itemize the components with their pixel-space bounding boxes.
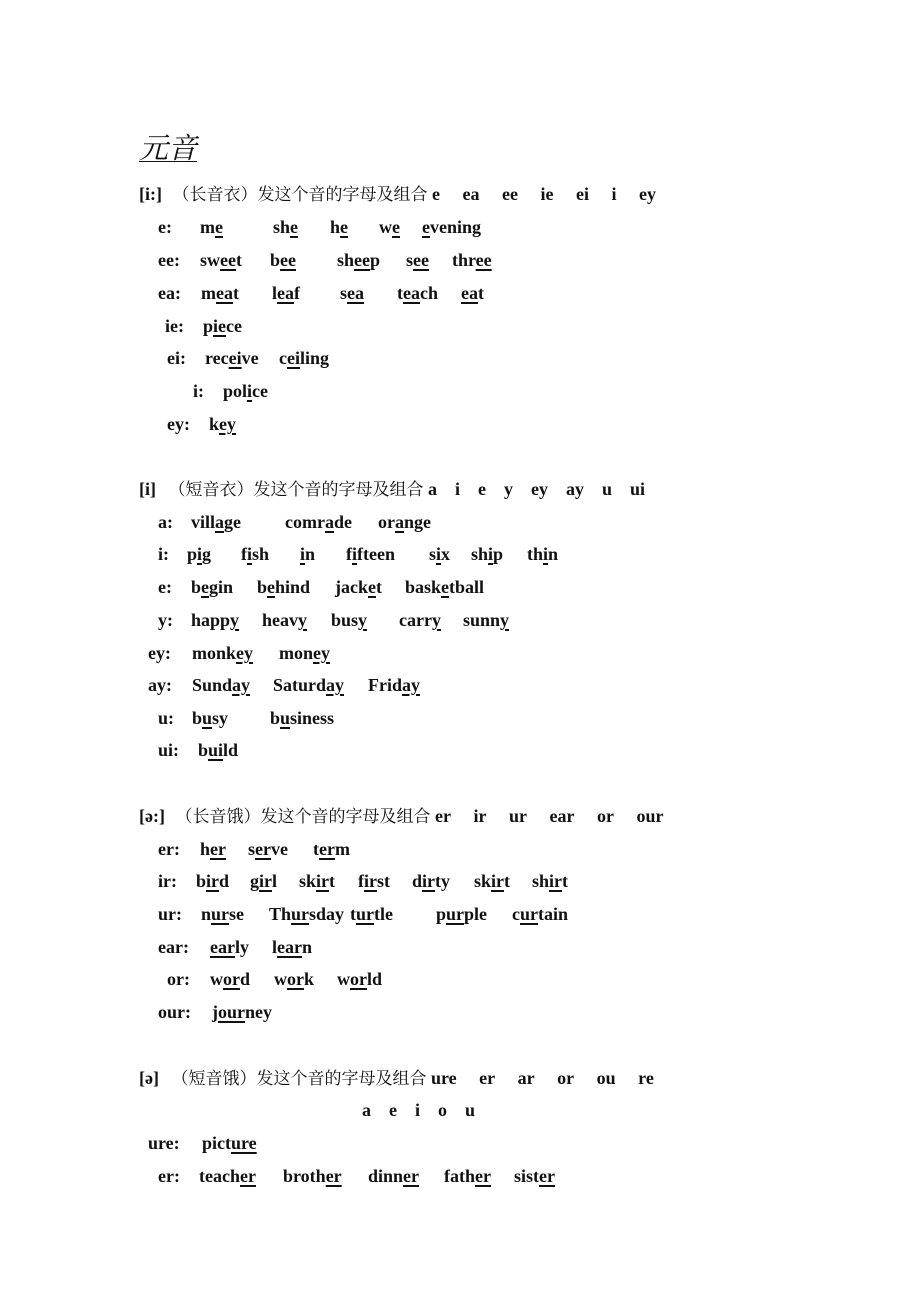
highlighted-letters: ir [422,871,436,891]
example-word: sweet [200,250,242,270]
letter-key: or: [167,969,190,989]
letter-key: ie: [165,316,184,336]
highlighted-letters: y [230,610,240,630]
example-word: Thursday [269,904,345,924]
example-word: me [200,217,223,237]
highlighted-letters: ea [403,283,420,303]
highlighted-letters: ir [549,871,563,891]
example-word: police [223,381,269,401]
example-word: in [300,544,316,564]
example-word: turtle [350,904,393,924]
example-word: he [330,217,349,237]
example-word: fifteen [346,544,395,564]
letter-key: ir: [158,871,177,891]
letter-key: er: [158,1166,180,1186]
example-word: sister [514,1166,555,1186]
highlighted-letters: a [395,512,404,532]
example-word: skirt [299,871,336,891]
highlighted-letters: i [352,544,358,564]
example-word: father [444,1166,491,1186]
highlighted-letters: e [340,217,349,237]
example-word: build [198,740,239,760]
example-word: monkey [192,643,254,663]
section-header-er-long [139,805,663,828]
example-word: money [279,643,331,663]
highlighted-letters: ey [313,643,331,663]
highlighted-letters: ie [213,316,227,336]
example-word: orange [378,512,431,532]
example-word: work [274,969,315,989]
letter-key: ur: [158,904,182,924]
example-word: see [406,250,429,270]
highlighted-letters: ir [316,871,330,891]
highlighted-letters: a [215,512,225,532]
highlighted-letters: ir [259,871,272,891]
highlighted-letters: e [290,217,299,237]
highlighted-letters: ay [326,675,345,695]
example-word: pig [187,544,212,564]
example-word: purple [436,904,488,924]
letter-combinations: e ea ee ie ei i ey [431,184,656,204]
example-word: Sunday [192,675,251,695]
highlighted-letters: ei [228,348,242,368]
highlighted-letters: ur [291,904,310,924]
letter-key: our: [158,1002,191,1022]
highlighted-letters: e [441,577,450,597]
section-description: （长音衣）发这个音的字母及组合 [172,185,428,205]
example-word: business [270,708,335,728]
example-word: six [429,544,451,564]
example-word: receive [205,348,259,368]
highlighted-letters: ee [413,250,429,270]
highlighted-letters: ea [216,283,233,303]
highlighted-letters: ur [356,904,374,924]
example-word: teacher [199,1166,256,1186]
highlighted-letters: ay [232,675,251,695]
example-word: ship [471,544,504,564]
example-word: shirt [532,871,569,891]
example-word: nurse [201,904,245,924]
example-word: sunny [463,610,510,630]
example-word: first [358,871,390,891]
example-word: thin [527,544,559,564]
example-word: serve [248,839,288,859]
highlighted-letters: u [280,708,291,728]
highlighted-letters: i [436,544,442,564]
example-word: her [200,839,226,859]
example-word: ceiling [279,348,330,368]
highlighted-letters: i [300,544,306,564]
highlighted-letters: e [392,217,400,237]
section-description: （短音饿）发这个音的字母及组合 [171,1069,427,1089]
letter-key: ay: [148,675,172,695]
example-word: happy [191,610,240,630]
example-word: world [337,969,383,989]
example-word: behind [257,577,311,597]
phonetic-symbol: [i:] [139,184,162,204]
example-word: jacket [335,577,382,597]
example-word: picture [202,1133,257,1153]
highlighted-letters: er [539,1166,555,1186]
phonetic-symbol: [i] [139,479,156,499]
letter-key: ear: [158,937,189,957]
highlighted-letters: or [287,969,304,989]
example-word: begin [191,577,234,597]
example-word: bee [270,250,296,270]
example-word: three [452,250,492,270]
example-word: journey [212,1002,272,1022]
example-word: skirt [474,871,511,891]
highlighted-letters: i [247,544,253,564]
example-word: heavy [262,610,307,630]
example-word: dirty [412,871,451,891]
example-word: girl [250,871,278,891]
example-word: Friday [368,675,420,695]
highlighted-letters: ure [231,1133,257,1153]
highlighted-letters: i [197,544,203,564]
example-word: curtain [512,904,569,924]
example-word: she [273,217,299,237]
example-word: brother [283,1166,342,1186]
highlighted-letters: ur [211,904,230,924]
highlighted-letters: ir [206,871,220,891]
section-description: （长音饿）发这个音的字母及组合 [175,807,431,827]
highlighted-letters: ur [446,904,465,924]
phonetic-symbol: [ə:] [139,806,165,826]
letter-combinations-line2: a e i o u [362,1100,476,1120]
highlighted-letters: i [543,544,549,564]
highlighted-letters: ei [287,348,300,368]
example-word: dinner [368,1166,420,1186]
highlighted-letters: er [255,839,271,859]
letter-combinations: ure er ar or ou re [430,1068,654,1088]
letter-key: i: [158,544,169,564]
letter-key: ea: [158,283,181,303]
example-word: teach [397,283,438,303]
highlighted-letters: er [475,1166,491,1186]
example-word: early [210,937,249,957]
highlighted-letters: er [210,839,226,859]
phonetic-symbol: [ə] [139,1068,159,1088]
highlighted-letters: ay [402,675,420,695]
example-word: sea [340,283,365,303]
highlighted-letters: i [247,381,253,401]
highlighted-letters: e [267,577,276,597]
letter-combinations: er ir ur ear or our [434,806,664,826]
example-word: comrade [285,512,352,532]
section-header-i-long [139,183,656,206]
highlighted-letters: our [218,1002,245,1022]
highlighted-letters: ee [220,250,236,270]
example-word: sheep [337,250,381,270]
highlighted-letters: e [215,217,223,237]
letter-key: ee: [158,250,180,270]
highlighted-letters: or [350,969,367,989]
highlighted-letters: ea [277,283,295,303]
section-header-schwa [139,1067,654,1090]
letter-key: u: [158,708,175,728]
letter-combinations: a i e y ey ay u ui [428,479,646,499]
letter-key: er: [158,839,180,859]
letter-key: ei: [167,348,186,368]
example-word: key [209,414,237,434]
example-word: village [191,512,242,532]
letter-key: ey: [148,643,171,663]
highlighted-letters: ee [354,250,370,270]
highlighted-letters: e [201,577,210,597]
highlighted-letters: ui [208,740,224,760]
highlighted-letters: ee [280,250,296,270]
letter-key: y: [158,610,173,630]
letter-key: ey: [167,414,190,434]
highlighted-letters: ur [520,904,538,924]
example-word: meat [201,283,239,303]
highlighted-letters: er [319,839,335,859]
highlighted-letters: ear [277,937,302,957]
highlighted-letters: ee [475,250,492,270]
highlighted-letters: a [324,512,334,532]
highlighted-letters: ey [236,643,254,663]
highlighted-letters: i [488,544,494,564]
example-word: busy [192,708,229,728]
highlighted-letters: u [202,708,213,728]
highlighted-letters: y [298,610,307,630]
example-word: fish [241,544,270,564]
example-word: busy [331,610,368,630]
highlighted-letters: y [431,610,441,630]
letter-key: e: [158,577,172,597]
example-word: carry [399,610,441,630]
letter-key: a: [158,512,173,532]
example-word: term [313,839,350,859]
highlighted-letters: er [325,1166,342,1186]
example-word: Saturday [273,675,345,695]
letter-key: ui: [158,740,180,760]
example-word: basketball [405,577,485,597]
highlighted-letters: ear [210,937,235,957]
highlighted-letters: ir [491,871,505,891]
example-word: leaf [272,283,301,303]
section-description: （短音衣）发这个音的字母及组合 [168,480,424,500]
example-word: learn [272,937,313,957]
highlighted-letters: ea [347,283,365,303]
example-word: piece [203,316,242,336]
example-word: eat [461,283,484,303]
example-word: word [210,969,251,989]
highlighted-letters: ey [219,414,237,434]
letter-key: i: [193,381,204,401]
highlighted-letters: y [358,610,368,630]
highlighted-letters: y [500,610,510,630]
highlighted-letters: e [422,217,430,237]
highlighted-letters: ea [461,283,478,303]
highlighted-letters: er [239,1166,256,1186]
highlighted-letters: or [223,969,240,989]
highlighted-letters: ir [364,871,377,891]
section-header-i-short [139,478,645,501]
example-word: evening [422,217,482,237]
letter-key: e: [158,217,172,237]
highlighted-letters: er [403,1166,420,1186]
example-word: bird [196,871,230,891]
example-word: we [379,217,400,237]
letter-key: ure: [148,1133,180,1153]
highlighted-letters: e [368,577,376,597]
page-title: 元音 [139,131,198,165]
